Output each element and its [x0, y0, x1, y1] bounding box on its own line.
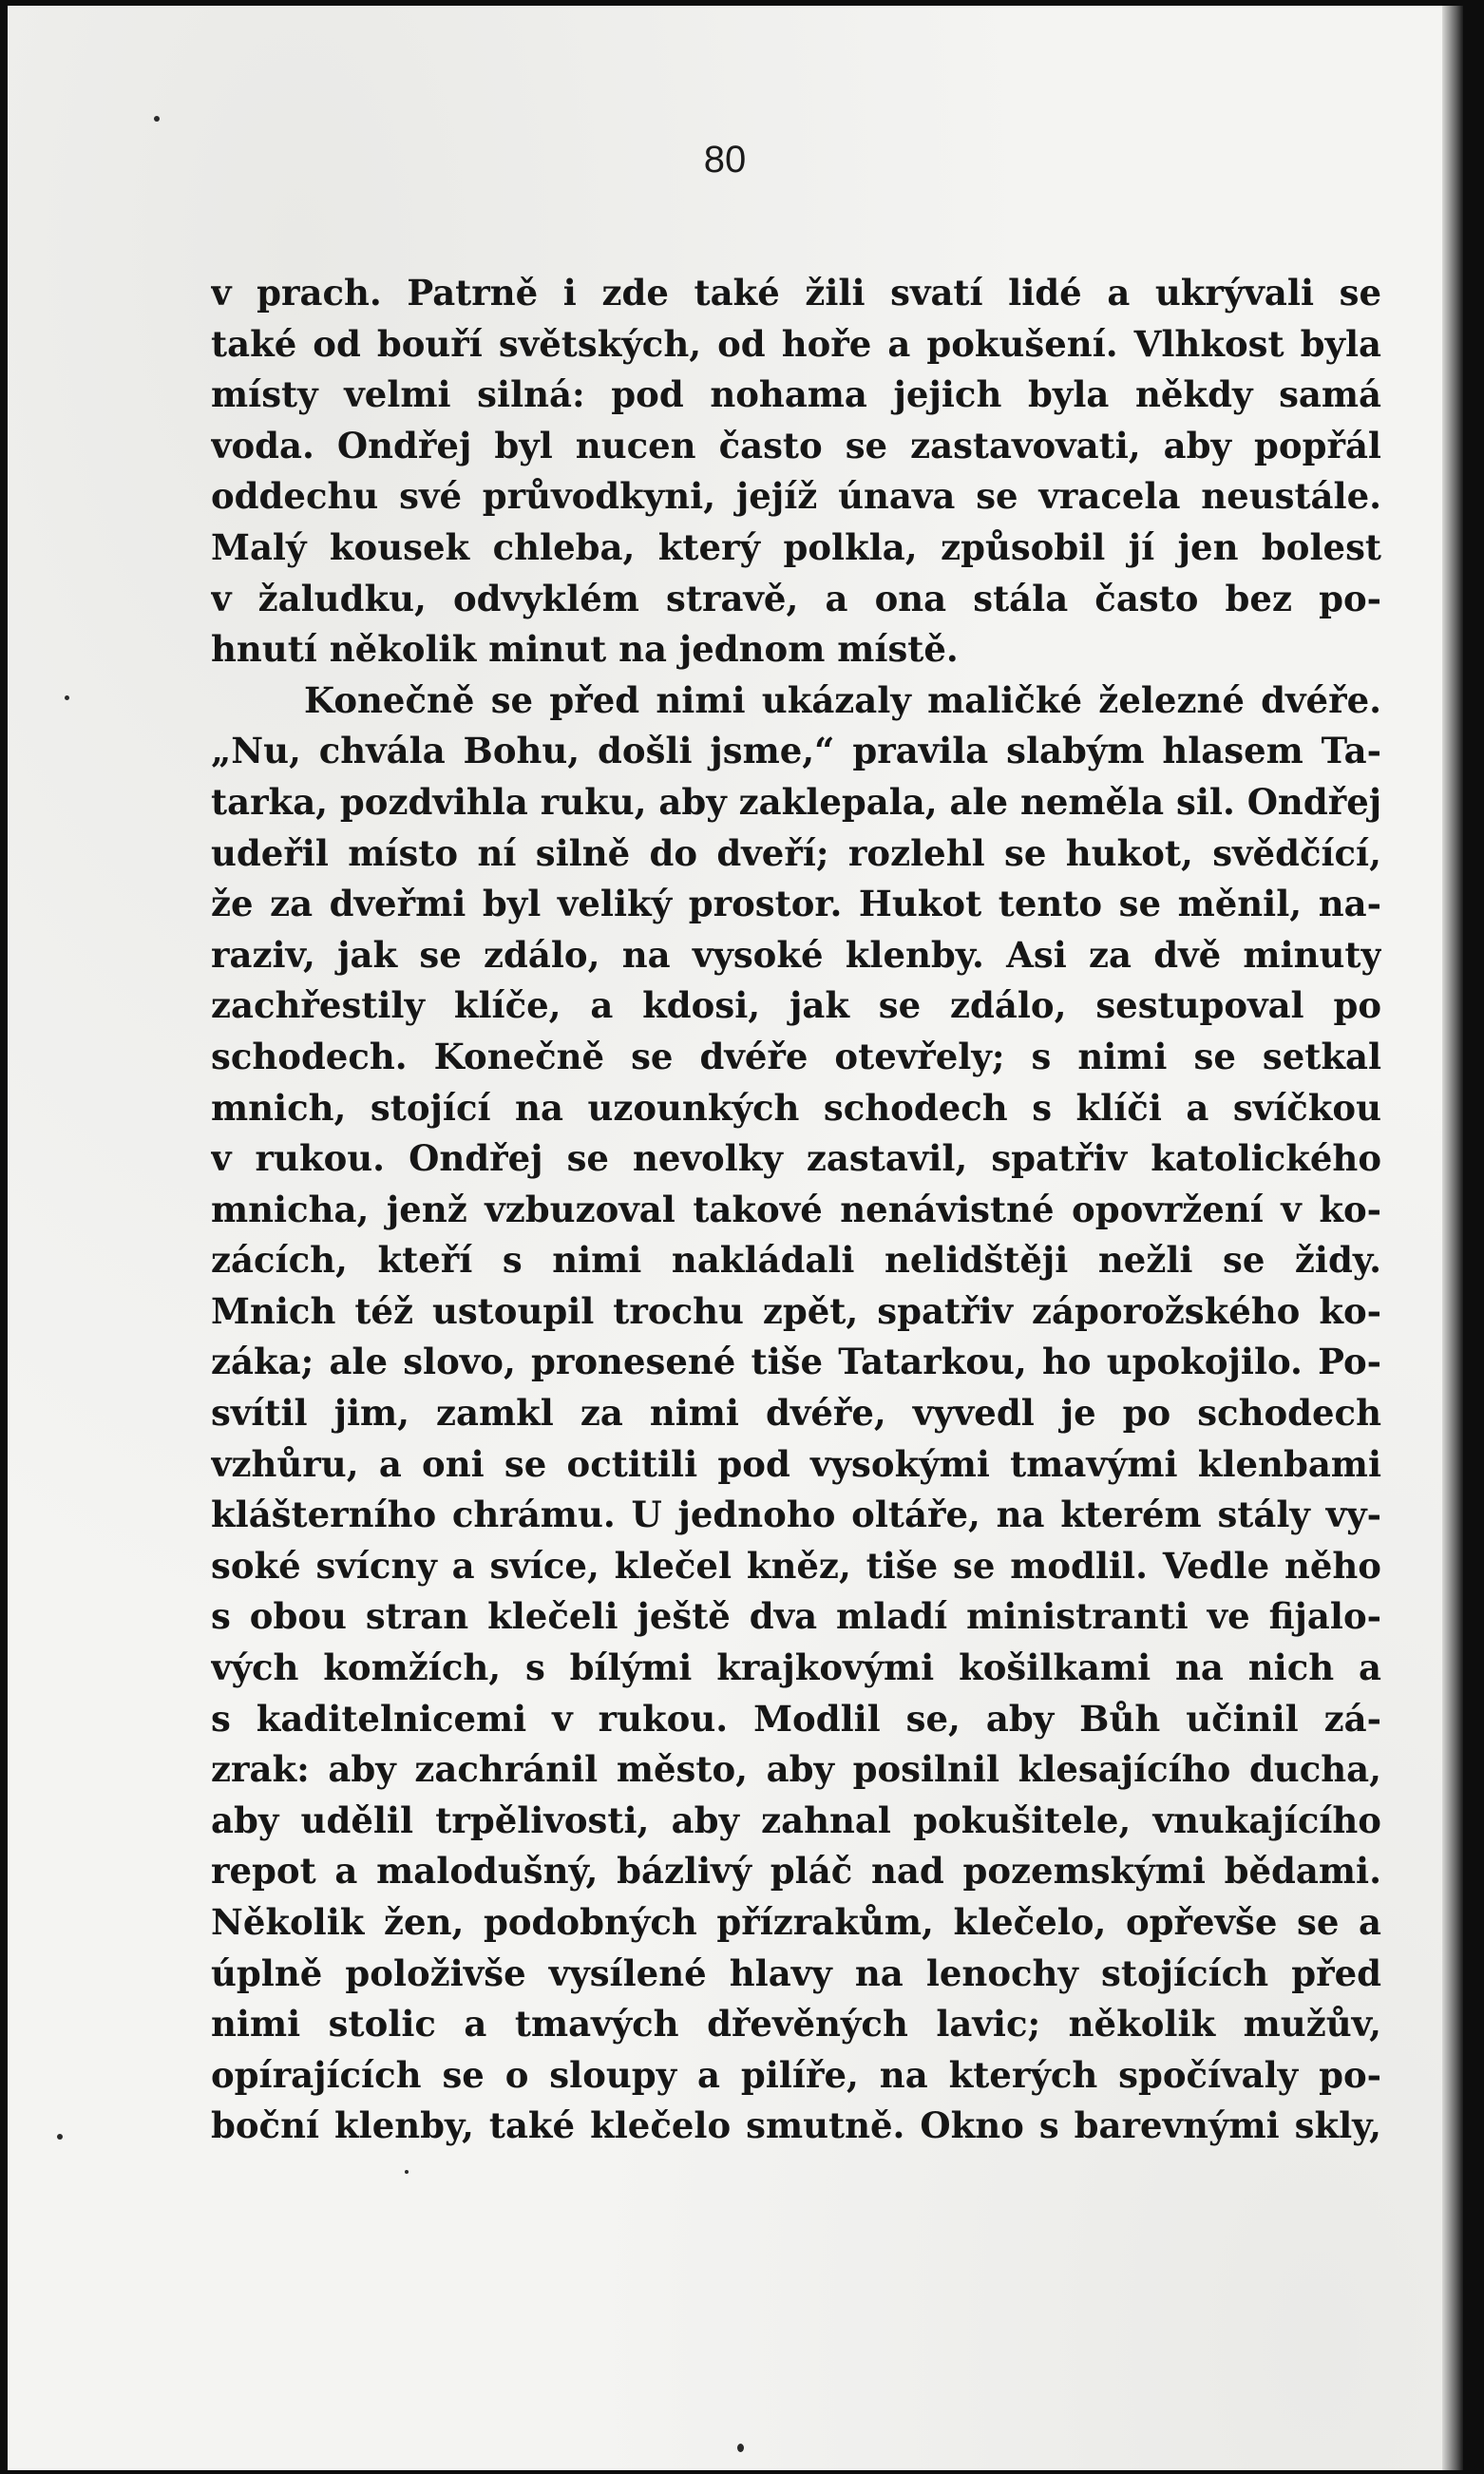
text-line: v žaludku, odvyklém stravě, a ona stála často bez po- — [211, 577, 1381, 619]
text-line: místy velmi silná: pod nohama jejich byla někdy samá — [211, 373, 1381, 416]
text-line: svítil jim, zamkl za nimi dvéře, vyvedl je po schodech — [211, 1392, 1381, 1435]
text-line: „Nu, chvála Bohu, došli jsme,“ pravila slabým hlasem Ta- — [211, 730, 1381, 772]
page-edge-shadow — [1442, 6, 1463, 2470]
text-line: mnicha, jenž vzbuzoval takové nenávistné opovržení v ko- — [211, 1188, 1381, 1230]
text-line: zrak: aby zachránil město, aby posilnil klesajícího ducha, — [211, 1748, 1381, 1791]
text-line: vzhůru, a oni se octitili pod vysokými tmavými klenbami — [211, 1442, 1381, 1485]
text-line: soké svícny a svíce, klečel kněz, tiše se modlil. Vedle něho — [211, 1544, 1381, 1587]
text-line: raziv, jak se zdálo, na vysoké klenby. Asi za dvě minuty — [211, 933, 1381, 976]
text-line: aby udělil trpělivosti, aby zahnal pokušitele, vnukajícího — [211, 1798, 1381, 1841]
text-line: také od bouří světských, od hoře a pokušení. Vlhkost byla — [211, 322, 1381, 365]
scan-speck — [737, 2444, 744, 2452]
text-line: v rukou. Ondřej se nevolky zastavil, spatřiv katolického — [211, 1137, 1381, 1180]
text-line: hnutí několik minut na jednom místě. — [211, 628, 959, 671]
scan-speck — [65, 695, 69, 700]
text-line: mnich, stojící na uzounkých schodech s klíči a svíčkou — [211, 1086, 1381, 1129]
text-line: Konečně se před nimi ukázaly maličké železné dvéře. — [304, 678, 1381, 721]
body-text — [211, 268, 1381, 2152]
text-line: s kaditelnicemi v rukou. Modlil se, aby Bůh učinil zá- — [211, 1697, 1381, 1740]
text-line: oddechu své průvodkyni, jejíž únava se vracela neustále. — [211, 475, 1381, 518]
scan-speck — [405, 2170, 409, 2174]
text-line: úplně položivše vysílené hlavy na lenochy stojících před — [211, 1951, 1381, 1994]
text-line: repot a malodušný, bázlivý pláč nad pozemskými bědami. — [211, 1850, 1381, 1893]
scan-speck — [57, 2134, 63, 2140]
text-line: schodech. Konečně se dvéře otevřely; s nimi se setkal — [211, 1035, 1381, 1077]
text-line: nimi stolic a tmavých dřevěných lavic; několik mužův, — [211, 2003, 1381, 2046]
text-line: udeřil místo ní silně do dveří; rozlehl se hukot, svědčící, — [211, 831, 1381, 874]
scan-speck — [154, 116, 160, 122]
text-line: boční klenby, také klečelo smutně. Okno s barevnými skly, — [211, 2104, 1381, 2147]
text-line: s obou stran klečeli ještě dva mladí ministranti ve fijalo- — [211, 1595, 1381, 1638]
text-line: vých komžích, s bílými krajkovými košilkami na nich a — [211, 1646, 1381, 1689]
text-line: zácích, kteří s nimi nakládali nelidštěji nežli se židy. — [211, 1239, 1381, 1282]
text-line: Malý kousek chleba, který polkla, způsobil jí jen bolest — [211, 525, 1381, 568]
text-line: v prach. Patrně i zde také žili svatí lidé a ukrývali se — [211, 272, 1381, 314]
text-line: opírajících se o sloupy a pilíře, na kterých spočívaly po- — [211, 2053, 1381, 2096]
text-line: tarka, pozdvihla ruku, aby zaklepala, ale neměla sil. Ondřej — [211, 780, 1381, 823]
text-line: že za dveřmi byl veliký prostor. Hukot tento se měnil, na- — [211, 883, 1381, 925]
text-line: zachřestily klíče, a kdosi, jak se zdálo, sestupoval po — [211, 984, 1381, 1027]
text-line: voda. Ondřej byl nucen často se zastavovati, aby popřál — [211, 424, 1381, 466]
page-number: 80 — [703, 139, 747, 181]
book-page — [8, 6, 1463, 2470]
text-line: Několik žen, podobných přízrakům, klečelo, opřevše se a — [211, 1901, 1381, 1943]
text-line: klášterního chrámu. U jednoho oltáře, na kterém stály vy- — [211, 1494, 1381, 1536]
text-line: záka; ale slovo, pronesené tiše Tatarkou, ho upokojilo. Po- — [211, 1341, 1381, 1383]
text-line: Mnich též ustoupil trochu zpět, spatřiv záporožského ko- — [211, 1289, 1381, 1332]
